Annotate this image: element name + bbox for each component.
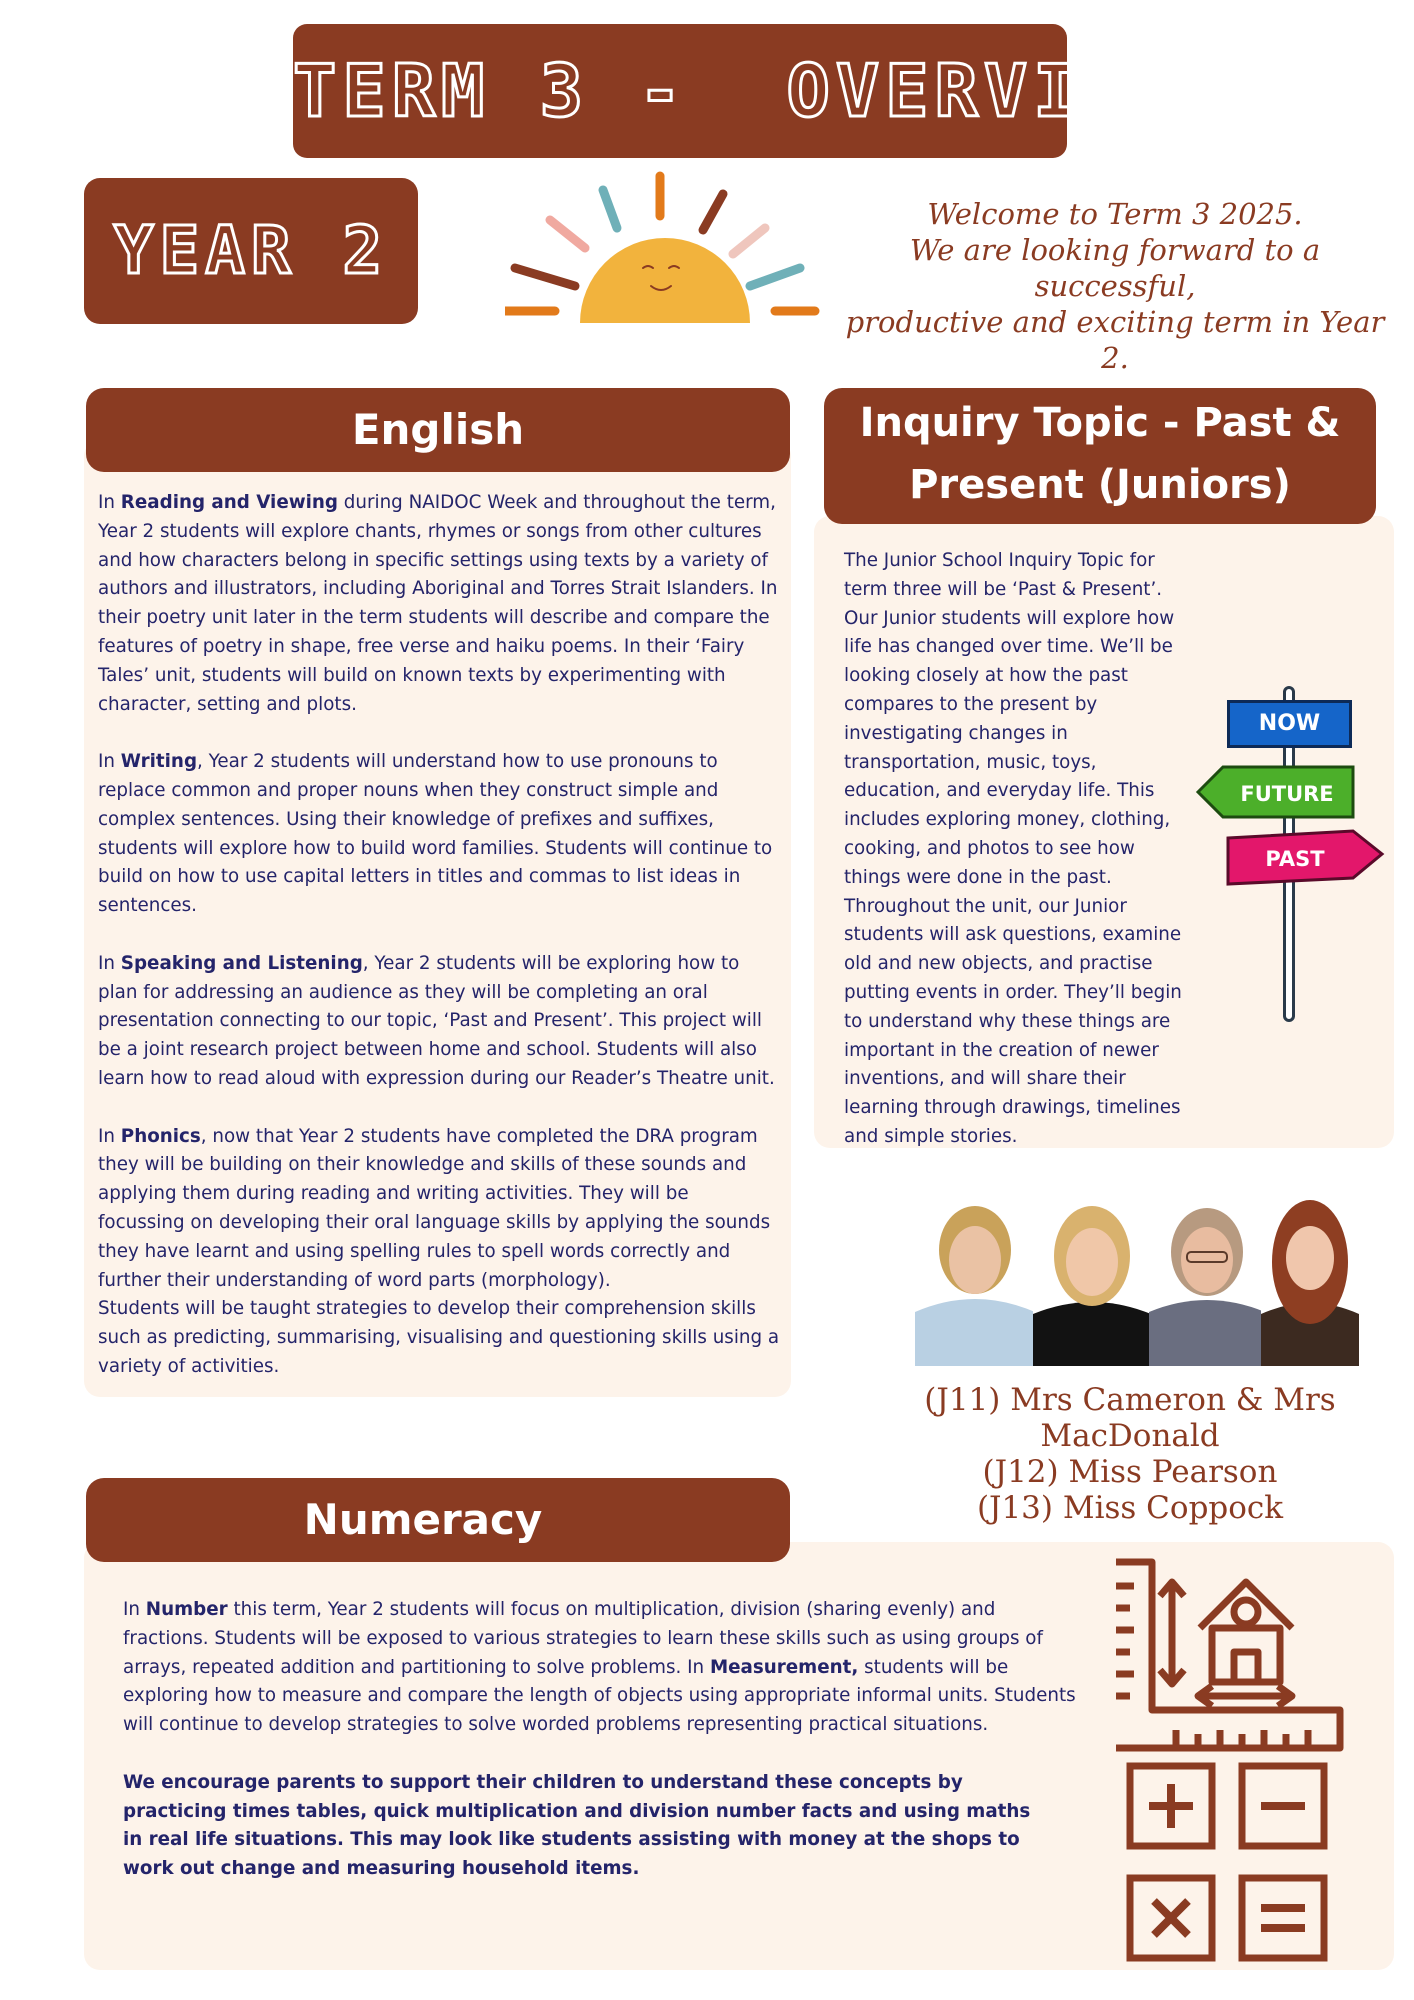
inquiry-title-line-1: Inquiry Topic - Past & [859,400,1341,446]
numeracy-body [123,1596,1083,1884]
year-label: YEAR 2 [113,212,389,289]
english-header [86,388,790,472]
english-phonics-paragraph: In Phonics, now that Year 2 students have completed the DRA program they will be building on their knowledge and skills of these sounds and applying them during reading and writing activities. They will be focussing on developing their oral language skills by applying the sounds they have learnt and using spelling rules to spell words correctly and further their understanding of word parts (morphology). [98,1125,771,1291]
sign-now: NOW [1227,700,1352,748]
teacher-line-1: (J11) Mrs Cameron & Mrs MacDonald [924,1382,1336,1454]
teacher-photos [915,1194,1359,1366]
teacher-photo-2 [1033,1194,1151,1366]
english-reading-paragraph: In Reading and Viewing during NAIDOC Week and throughout the term, Year 2 students will explore chants, rhymes or songs from other cultures and how characters belong in specific settings using texts by a variety of authors and illustrators, including Aboriginal and Torres Strait Islanders. In their poetry unit later in the term students will describe and compare the features of poetry in shape, free verse and haiku poems. In their ‘Fairy Tales’ unit, students will build on known texts by experimenting with character, setting and plots. [98,492,778,715]
inquiry-paragraph-2: Throughout the unit, our Junior students will ask questions, examine old and new objects, and practise putting events in order. They’ll begin to understand why these things are important in the creation of newer inventions, and will share their learning through drawings, timelines and simple stories. [844,895,1182,1147]
numeracy-title: Numeracy [303,1495,543,1544]
sign-past-label: PAST [1265,847,1325,871]
teacher-photo-3 [1149,1194,1265,1366]
inquiry-body [844,547,1196,1152]
signpost-illustration [1195,686,1390,1026]
numeracy-header [86,1478,790,1562]
english-writing-paragraph: In Writing, Year 2 students will understand how to use pronouns to replace common and proper nouns when they construct simple and complex sentences. Using their knowledge of prefixes and suffixes, students will explore how to build word families. Students will continue to build on how to use capital letters in titles and commas to list ideas in sentences. [98,751,773,917]
title-banner [293,24,1182,158]
teacher-names [850,1382,1410,1526]
plus-icon [1126,1762,1216,1850]
english-title: English [351,405,525,454]
numeracy-parents-paragraph: We encourage parents to support their children to understand these concepts by practicing times tables, quick multiplication and division number facts and using maths in real life situations. This may look like students assisting with money at the shops to work out change and measuring household items. [123,1771,1031,1880]
inquiry-title-line-2: Present (Juniors) [909,462,1291,508]
multiply-icon [1126,1874,1216,1962]
numeracy-paragraph-1: In Number this term, Year 2 students will focus on multiplication, division (sharing evenly) and fractions. Students will be exposed to various strategies to learn these skills such as using groups of arrays, repeated addition and partitioning to solve problems. In Measurement, students will be exploring how to measure and compare the length of objects using appropriate informal units. Students will continue to develop strategies to solve worded problems representing practical situations. [123,1599,1076,1736]
equals-icon [1238,1874,1328,1962]
sign-future [1195,764,1355,820]
welcome-line-3: productive and exciting term in Year 2. [845,305,1385,375]
inquiry-paragraph-1: The Junior School Inquiry Topic for term three will be ‘Past & Present’. Our Junior students will explore how life has changed over time. We’ll be looking closely at how the past compares to the present by investigating changes in transportation, music, toys, education, and everyday life. This includes exploring money, clothing, cooking, and photos to see how things were done in the past. [844,550,1175,888]
sign-future-label: FUTURE [1240,782,1334,806]
teacher-line-2: (J12) Miss Pearson [982,1454,1278,1490]
welcome-line-2: We are looking forward to a successful, [909,233,1321,303]
english-comprehension-paragraph: Students will be taught strategies to develop their comprehension skills such as predicting, summarising, visualising and questioning skills using a variety of activities. [98,1298,780,1377]
teacher-line-3: (J13) Miss Coppock [976,1490,1284,1526]
english-speaking-paragraph: In Speaking and Listening, Year 2 students will be exploring how to plan for addressing an audience as they will be completing an oral presentation connecting to our topic, ‘Past and Present’. This project will be a joint research project between home and school. Students will also learn how to read aloud with expression during our Reader’s Theatre unit. [98,952,775,1089]
welcome-message [840,196,1390,376]
inquiry-header [824,388,1376,524]
measurement-icon [1112,1558,1344,1752]
english-body [98,489,780,1382]
minus-icon [1238,1762,1328,1850]
sign-past [1225,828,1385,886]
year-badge [84,178,418,324]
welcome-line-1: Welcome to Term 3 2025. [927,197,1303,231]
sun-illustration [505,168,825,328]
page-title: TERM 3 - OVERVIEW [293,49,1182,133]
teacher-photo-4 [1261,1194,1359,1366]
teacher-photo-1 [915,1194,1035,1366]
